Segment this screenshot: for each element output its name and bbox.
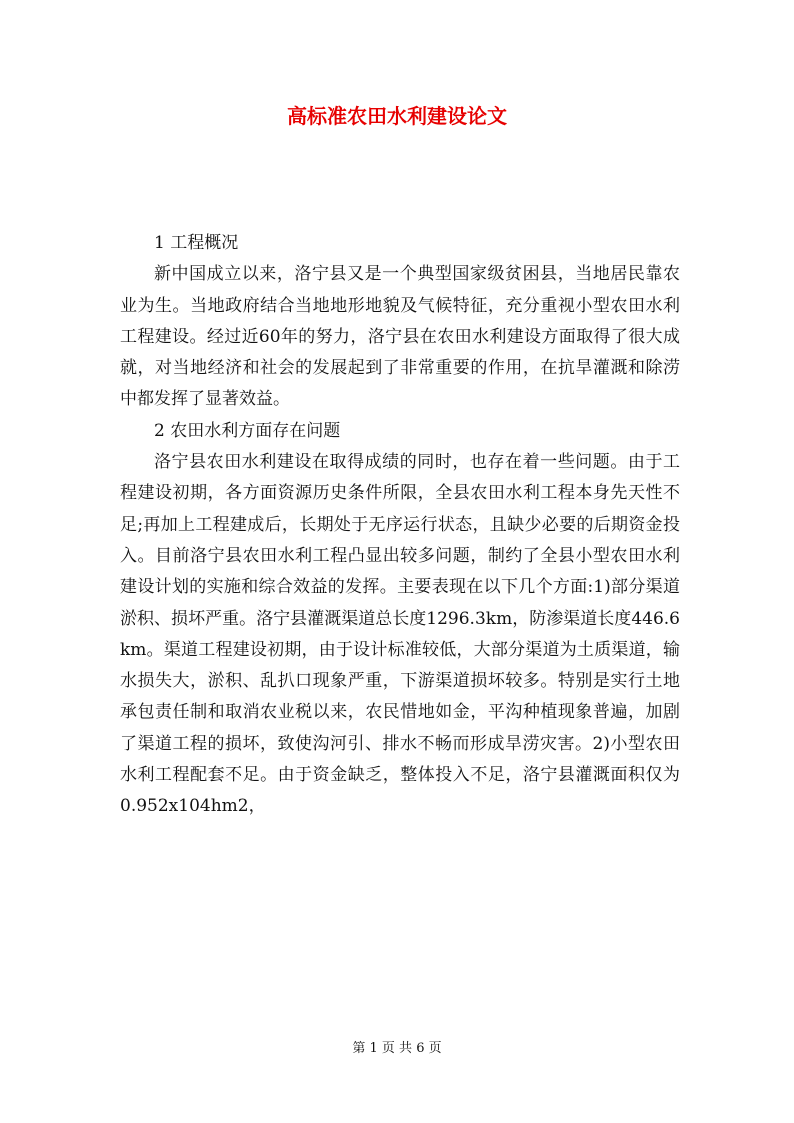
page-footer: 第 1 页 共 6 页 (352, 1041, 442, 1056)
document-title: 高标准农田水利建设论文 (287, 104, 507, 128)
paragraph-overview: 新中国成立以来，洛宁县又是一个典型国家级贫困县，当地居民靠农业为生。当地政府结合当地地形地貌及气候特征，充分重视小型农田水利工程建设。经过近60年的努力，洛宁县在农田水利建设方面取得了很大成就，对当地经济和社会的发展起到了非常重要的作用，在抗旱灌溉和除涝中都发挥了显著效益。 (120, 264, 680, 410)
paragraph-problems: 洛宁县农田水利建设在取得成绩的同时，也存在着一些问题。由于工程建设初期，各方面资源历史条件所限，全县农田水利工程本身先天性不足;再加上工程建成后，长期处于无序运行状态，且缺少必要的后期资金投入。目前洛宁县农田水利工程凸显出较多问题，制约了全县小型农田水利建设计划的实施和综合效益的发挥。主要表现在以下几个方面:1)部分渠道淤积、损坏严重。洛宁县灌溉渠道总长度1296.3km，防渗渠道长度446.6km。渠道工程建设初期，由于设计标准较低，大部分渠道为土质渠道，输水损失大，淤积、乱扒口现象严重，下游渠道损坏较多。特别是实行土地承包责任制和取消农业税以来，农民惜地如金，平沟种植现象普遍，加剧了渠道工程的损坏，致使沟河引、排水不畅而形成旱涝灾害。2)小型农田水利工程配套不足。由于资金缺乏，整体投入不足，洛宁县灌溉面积仅为0.952x104hm2， (120, 452, 680, 817)
section-heading-problems: 2 农田水利方面存在问题 (154, 420, 341, 441)
document-body (120, 228, 680, 823)
section-heading-overview: 1 工程概况 (154, 233, 239, 253)
